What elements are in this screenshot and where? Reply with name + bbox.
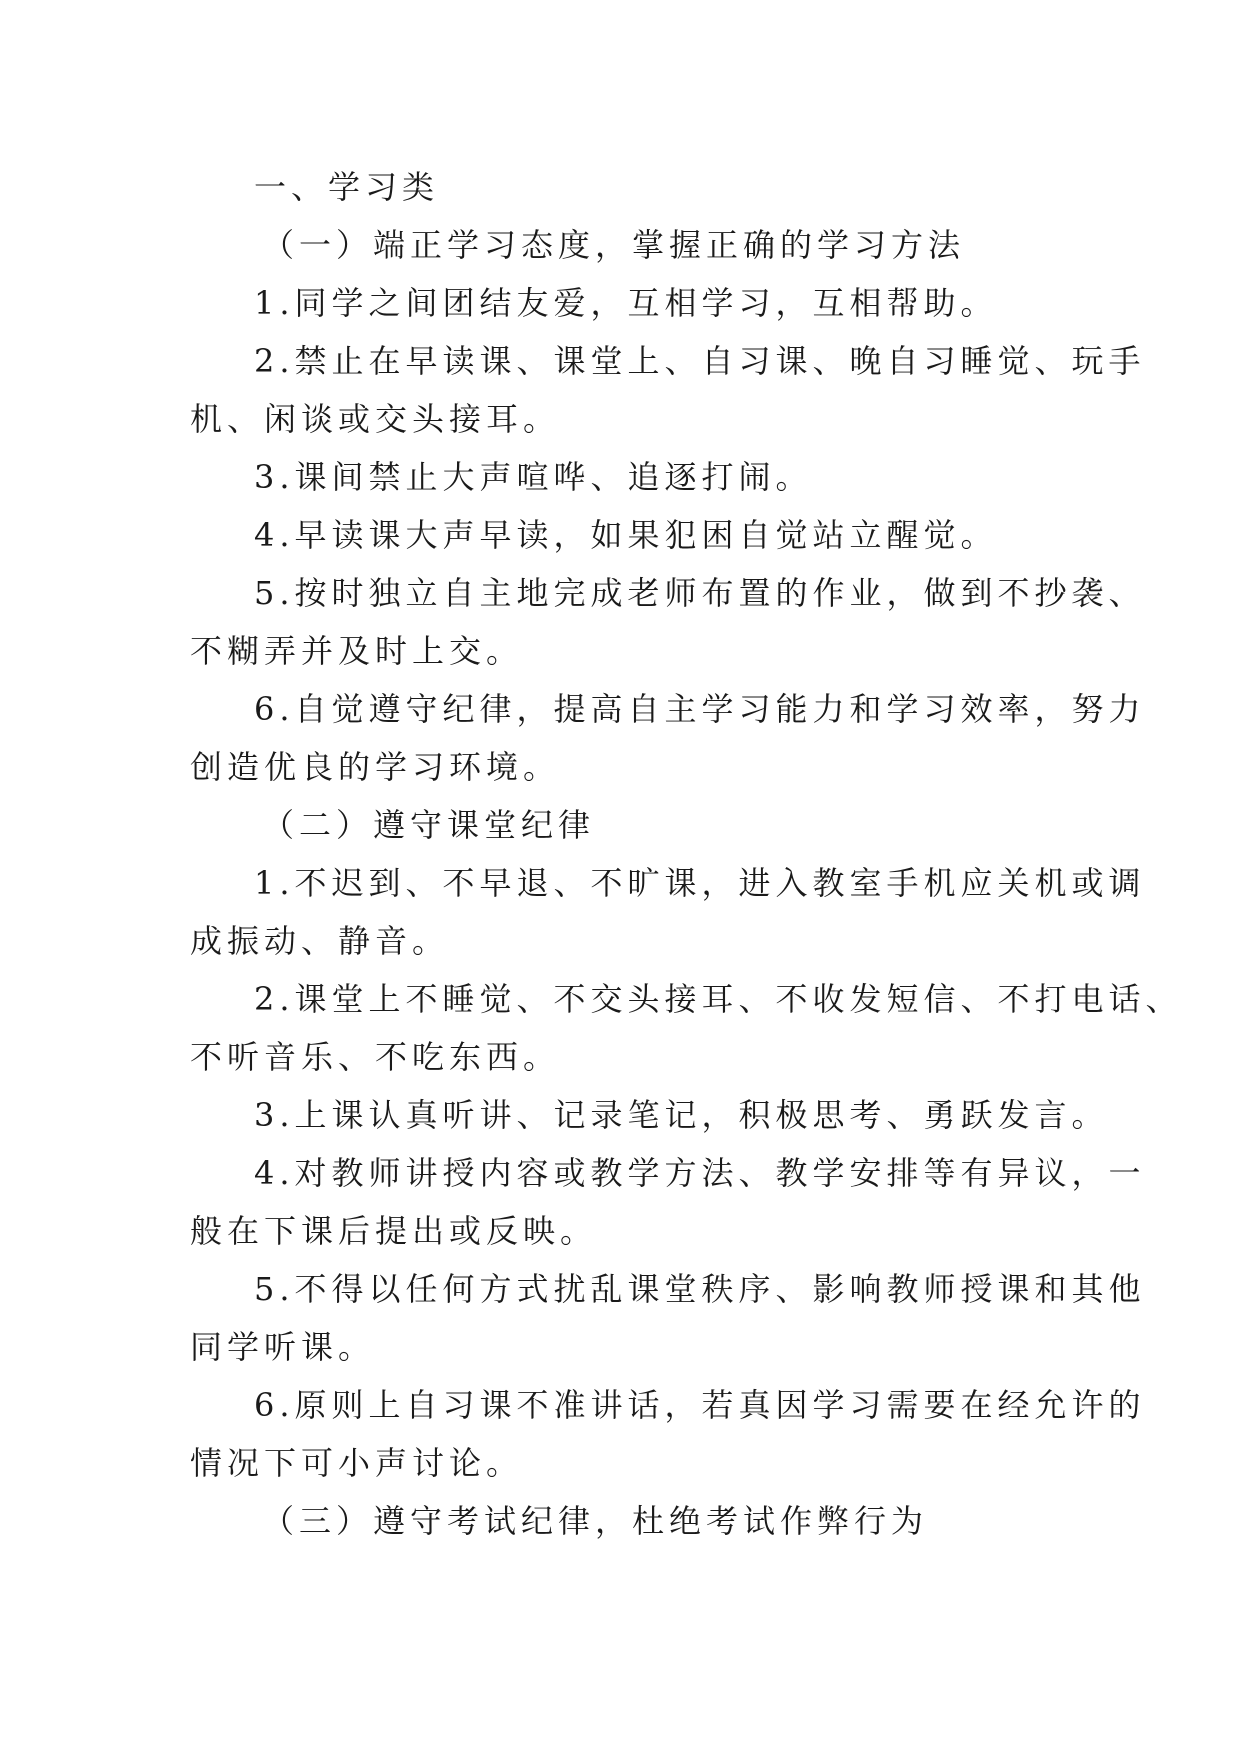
rule-item-2-5: 5.不得以任何方式扰乱课堂秩序、影响教师授课和其他 [254, 1270, 1146, 1308]
rule-item-2-6: 6.原则上自习课不准讲话，若真因学习需要在经允许的 [254, 1386, 1146, 1424]
rule-item-1-1: 1.同学之间团结友爱，互相学习，互相帮助。 [254, 284, 998, 322]
section-heading: 一、学习类 [254, 168, 440, 206]
rule-item-2-6-cont: 情况下可小声讨论。 [190, 1444, 524, 1482]
rule-item-1-5-cont: 不糊弄并及时上交。 [190, 632, 524, 670]
rule-item-1-2: 2.禁止在早读课、课堂上、自习课、晚自习睡觉、玩手 [254, 342, 1146, 380]
rule-item-2-1: 1.不迟到、不早退、不旷课，进入教室手机应关机或调 [254, 864, 1146, 902]
rule-item-2-5-cont: 同学听课。 [190, 1328, 376, 1366]
document-body [190, 158, 1183, 1550]
rule-item-1-6: 6.自觉遵守纪律，提高自主学习能力和学习效率，努力 [254, 690, 1146, 728]
subsection-heading: （三）遵守考试纪律，杜绝考试作弊行为 [262, 1502, 929, 1540]
rule-item-1-3: 3.课间禁止大声喧哗、追逐打闹。 [254, 458, 813, 496]
rule-item-2-4: 4.对教师讲授内容或教学方法、教学安排等有异议，一 [254, 1154, 1146, 1192]
rule-item-2-4-cont: 般在下课后提出或反映。 [190, 1212, 598, 1250]
rule-item-1-5: 5.按时独立自主地完成老师布置的作业，做到不抄袭、 [254, 574, 1146, 612]
rule-item-2-1-cont: 成振动、静音。 [190, 922, 450, 960]
rule-item-1-2-cont: 机、闲谈或交头接耳。 [190, 400, 561, 438]
rule-item-2-3: 3.上课认真听讲、记录笔记，积极思考、勇跃发言。 [254, 1096, 1109, 1134]
rule-item-2-2-cont: 不听音乐、不吃东西。 [190, 1038, 561, 1076]
rule-item-2-2: 2.课堂上不睡觉、不交头接耳、不收发短信、不打电话、 [254, 980, 1183, 1018]
rule-item-1-6-cont: 创造优良的学习环境。 [190, 748, 561, 786]
subsection-heading: （一）端正学习态度，掌握正确的学习方法 [262, 226, 966, 264]
rule-item-1-4: 4.早读课大声早读，如果犯困自觉站立醒觉。 [254, 516, 998, 554]
subsection-heading: （二）遵守课堂纪律 [262, 806, 596, 844]
